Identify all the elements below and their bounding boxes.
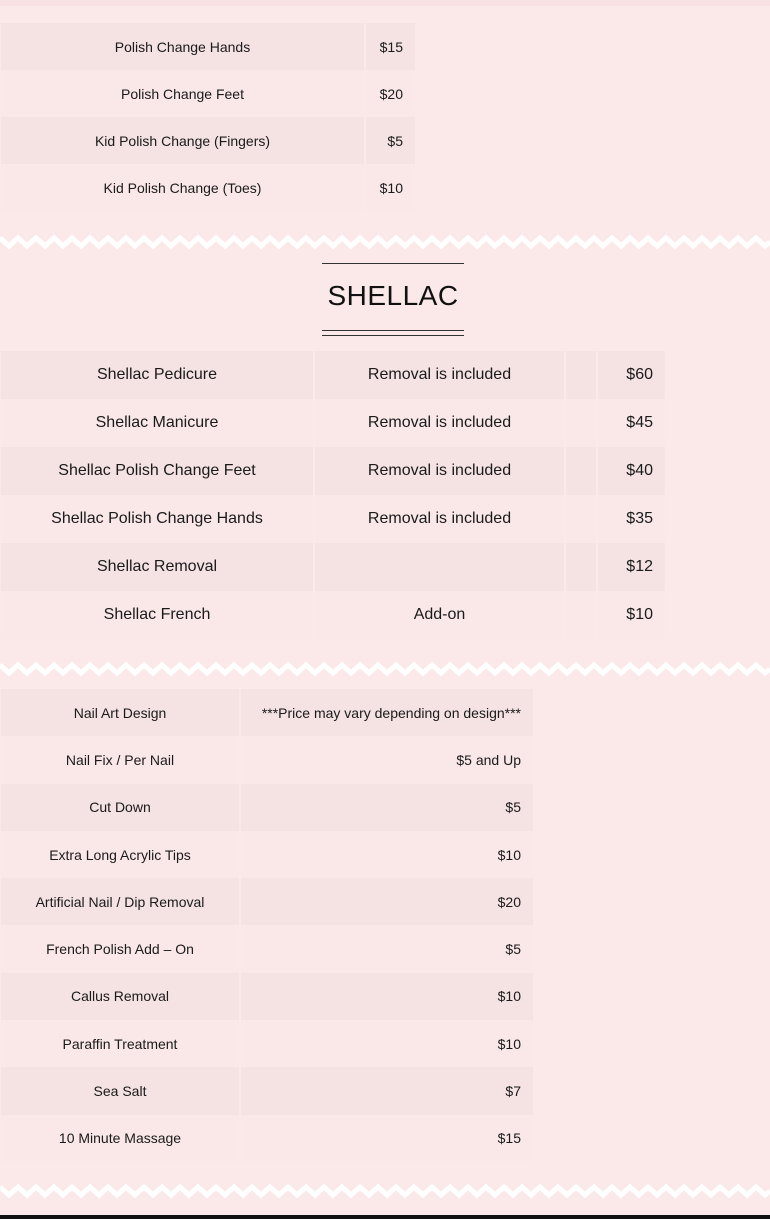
table-row	[1, 831, 533, 878]
table-row	[1, 784, 533, 831]
service-price: $10	[240, 1020, 533, 1067]
service-price: $15	[365, 23, 415, 70]
section-title: SHELLAC	[327, 280, 459, 311]
zigzag-divider	[0, 234, 770, 252]
service-name: Polish Change Feet	[1, 70, 365, 117]
heading-rule	[322, 335, 464, 336]
service-name: Shellac Pedicure	[1, 351, 314, 399]
service-name: Callus Removal	[1, 973, 240, 1020]
table-row	[1, 689, 533, 736]
empty-cell	[565, 351, 597, 399]
service-name: Shellac Removal	[1, 543, 314, 591]
table-row	[1, 1115, 533, 1162]
table-row	[1, 495, 665, 543]
zigzag-divider	[0, 661, 770, 679]
service-name: Extra Long Acrylic Tips	[1, 831, 240, 878]
service-note: Removal is included	[314, 351, 565, 399]
shellac-table	[1, 351, 665, 639]
table-row	[1, 878, 533, 925]
service-name: 10 Minute Massage	[1, 1115, 240, 1162]
empty-cell	[565, 543, 597, 591]
zigzag-divider	[0, 1183, 770, 1201]
service-note: Removal is included	[314, 447, 565, 495]
service-price: $45	[597, 399, 665, 447]
service-name: Shellac Polish Change Feet	[1, 447, 314, 495]
service-price: $35	[597, 495, 665, 543]
service-name: Artificial Nail / Dip Removal	[1, 878, 240, 925]
table-row	[1, 973, 533, 1020]
service-name: Shellac Polish Change Hands	[1, 495, 314, 543]
service-price: $10	[240, 973, 533, 1020]
service-note: Add-on	[314, 591, 565, 639]
table-row	[1, 447, 665, 495]
table-row	[1, 1020, 533, 1067]
table-row	[1, 351, 665, 399]
shellac-heading	[322, 263, 464, 338]
heading-rule	[322, 330, 464, 331]
service-name: Sea Salt	[1, 1067, 240, 1114]
service-name: Paraffin Treatment	[1, 1020, 240, 1067]
empty-cell	[565, 591, 597, 639]
service-price: $5 and Up	[240, 736, 533, 783]
service-name: Nail Fix / Per Nail	[1, 736, 240, 783]
table-row	[1, 591, 665, 639]
service-price: $5	[240, 925, 533, 972]
service-note: Removal is included	[314, 495, 565, 543]
service-name: Cut Down	[1, 784, 240, 831]
service-price: $12	[597, 543, 665, 591]
service-note: Removal is included	[314, 399, 565, 447]
service-note	[314, 543, 565, 591]
table-row	[1, 399, 665, 447]
service-name: Kid Polish Change (Fingers)	[1, 117, 365, 164]
top-edge	[0, 0, 770, 6]
polish-change-table	[1, 23, 415, 211]
table-row	[1, 1067, 533, 1114]
service-price: ***Price may vary depending on design***	[240, 689, 533, 736]
empty-cell	[565, 447, 597, 495]
service-price: $15	[240, 1115, 533, 1162]
service-name: Shellac Manicure	[1, 399, 314, 447]
table-row	[1, 736, 533, 783]
service-price: $7	[240, 1067, 533, 1114]
extras-table	[1, 689, 533, 1162]
service-price: $10	[365, 164, 415, 211]
service-price: $5	[365, 117, 415, 164]
bottom-border	[0, 1215, 770, 1219]
table-row	[1, 70, 415, 117]
service-price: $10	[240, 831, 533, 878]
table-row	[1, 117, 415, 164]
service-name: Nail Art Design	[1, 689, 240, 736]
service-price: $5	[240, 784, 533, 831]
table-row	[1, 164, 415, 211]
empty-cell	[565, 399, 597, 447]
service-price: $60	[597, 351, 665, 399]
service-name: Polish Change Hands	[1, 23, 365, 70]
table-row	[1, 23, 415, 70]
table-row	[1, 543, 665, 591]
service-name: Shellac French	[1, 591, 314, 639]
service-price: $20	[365, 70, 415, 117]
service-price: $20	[240, 878, 533, 925]
service-price: $40	[597, 447, 665, 495]
service-name: French Polish Add – On	[1, 925, 240, 972]
service-price: $10	[597, 591, 665, 639]
service-name: Kid Polish Change (Toes)	[1, 164, 365, 211]
table-row	[1, 925, 533, 972]
empty-cell	[565, 495, 597, 543]
